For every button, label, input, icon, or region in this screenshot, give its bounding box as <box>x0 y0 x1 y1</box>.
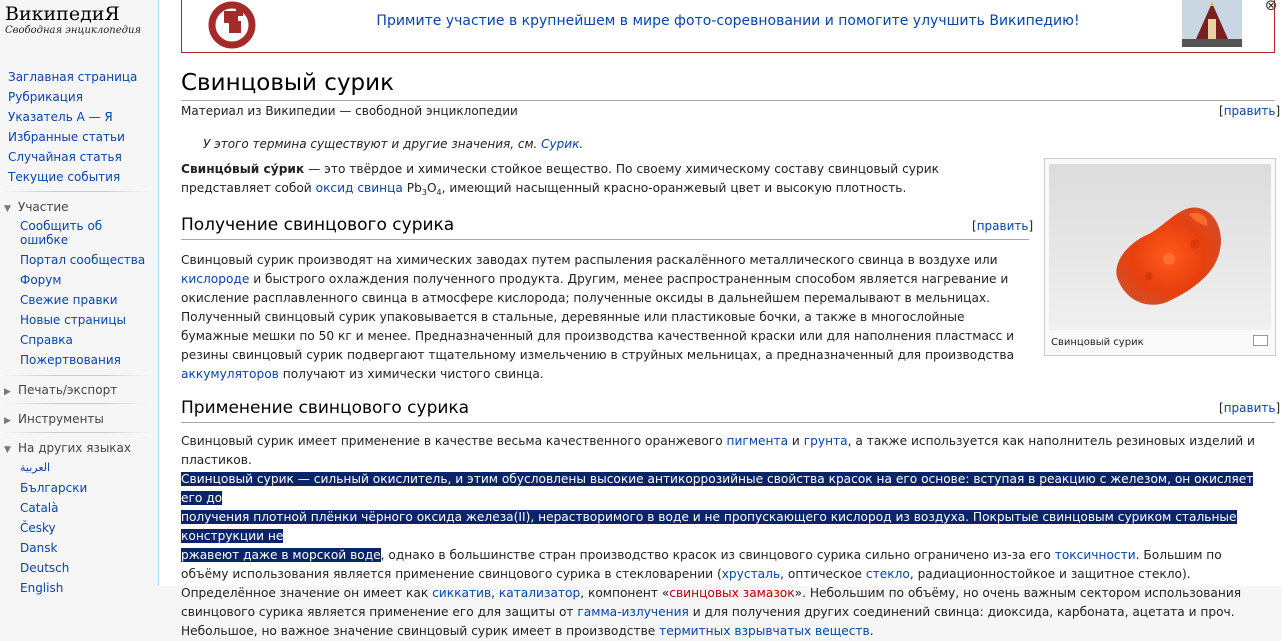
portal-tools-toggle[interactable] <box>4 411 104 429</box>
edit-section-link: [править] <box>1219 401 1281 415</box>
subscript: 3 <box>421 188 427 197</box>
text-run: и быстрого охлаждения полученного продукта. Другим, менее распространенным способом является нагревание и окисление расплавленного свинца в атмосфере кислорода; полученные оксиды в дальнейшем перемалывают в мельницах. Полученный свинцовый сурик упаковывается в стальные, деревянные или пластиковые бочки, а также в многослойные бумажные мешки по 50 кг и менее. Предназначенный для производства качественной краски или для наполнения пластмасс и резины свинцовый сурик подвергают тщательному измельчению в струйных мельницах, а предназначенный для производства <box>181 272 1015 362</box>
nav-forum[interactable]: Форум <box>20 273 62 287</box>
portal-languages-toggle[interactable] <box>4 440 131 458</box>
title-divider <box>181 100 1275 101</box>
magnify-icon[interactable] <box>1253 335 1268 346</box>
link-lead-oxide[interactable]: оксид свинца <box>315 181 403 195</box>
link-oxygen[interactable]: кислороде <box>181 272 250 286</box>
chevron-right-icon: ▶ <box>4 387 11 397</box>
hatnote-suffix: . <box>579 137 584 151</box>
portal-participation-toggle[interactable] <box>4 199 69 217</box>
lang-ar[interactable]: العربية <box>20 461 51 474</box>
link-thermite-explosives[interactable]: термитных взрывчатых веществ <box>659 624 870 638</box>
logo-wordmark: ВикипедиЯ <box>5 3 120 25</box>
site-subtitle: Материал из Википедии — свободной энциклопедии <box>181 104 518 118</box>
portal-separator <box>0 375 150 376</box>
chevron-down-icon: ▼ <box>4 204 11 214</box>
hatnote-link[interactable]: Сурик <box>541 137 580 151</box>
lang-da[interactable]: Dansk <box>20 541 58 555</box>
nav-new-pages[interactable]: Новые страницы <box>20 313 126 327</box>
text-run: , однако в большинстве стран производство красок из свинцового сурика сильно ограничено из-за его <box>380 548 1055 562</box>
content-area <box>158 0 1282 638</box>
text-run: . Большим по объёму использования является применение свинцового сурика в стекловарении ( <box>181 548 1222 581</box>
hatnote-text: У этого термина существуют и другие значения, см. <box>203 137 542 151</box>
text-run: . <box>869 624 874 638</box>
text-run: Свинцовый сурик имеет применение в качестве весьма качественного оранжевого <box>181 434 727 448</box>
left-panel <box>0 0 158 595</box>
logo-tagline: Свободная энциклопедия <box>5 25 142 36</box>
intro-paragraph <box>181 160 1031 198</box>
close-banner-icon[interactable]: ⊗ <box>1264 0 1278 14</box>
nav-main-page[interactable]: Заглавная страница <box>8 70 138 84</box>
edit-section-production-button[interactable]: править <box>976 219 1029 233</box>
selected-text[interactable]: Свинцовый сурик — сильный окислитель, и этим обусловлены высокие антикоррозийные свойства красок на его основе: вступая в реакцию с железом, он окисляет его до <box>181 472 1254 505</box>
red-lead-powder-image <box>1049 164 1271 330</box>
text-run: ». Небольшим по объёму, но очень важным сектором использования свинцового сурика является применение его для защиты от <box>181 586 1242 619</box>
text-run: O <box>426 181 437 195</box>
nav-community-portal[interactable]: Портал сообщества <box>20 253 146 267</box>
thumbnail-frame <box>1044 158 1276 356</box>
text-run: Pb <box>402 181 422 195</box>
lang-de[interactable]: Deutsch <box>20 561 70 575</box>
portal-tools-title: Инструменты <box>18 412 104 426</box>
banner-link[interactable]: Примите участие в крупнейшем в мире фото-соревновании и помогите улучшить Википедию! <box>376 13 1080 29</box>
lang-ca[interactable]: Català <box>20 501 59 515</box>
section-divider <box>181 422 1275 423</box>
link-gamma-radiation[interactable]: гамма-излучения <box>577 605 689 619</box>
text-run: , оптическое <box>780 567 866 581</box>
link-primer[interactable]: грунта <box>803 434 848 448</box>
section-heading-applications: Применение свинцового сурика <box>181 398 470 418</box>
nav-categories[interactable]: Рубрикация <box>8 90 83 104</box>
portal-separator <box>0 191 150 192</box>
chevron-down-icon: ▼ <box>4 445 11 455</box>
thumbnail-caption: Свинцовый сурик <box>1051 337 1144 348</box>
kremlin-tower-thumbnail[interactable] <box>1182 0 1242 47</box>
nav-random[interactable]: Случайная статья <box>8 150 122 164</box>
link-glass[interactable]: стекло <box>865 567 910 581</box>
applications-paragraph <box>181 432 1263 641</box>
portal-separator <box>0 403 150 404</box>
wikipedia-logo[interactable] <box>5 4 155 44</box>
portal-participation-title: Участие <box>18 200 69 214</box>
lang-cs[interactable]: Česky <box>20 521 56 535</box>
nav-featured[interactable]: Избранные статьи <box>8 130 125 144</box>
text-run: Свинцовый сурик производят на химических заводах путем распыления раскалённого металлического свинца в воздухе или <box>181 253 998 267</box>
hatnote <box>203 137 583 151</box>
lang-bg[interactable]: Български <box>20 481 88 495</box>
chevron-right-icon: ▶ <box>4 416 11 426</box>
lang-en[interactable]: English <box>20 581 64 595</box>
thumbnail-image[interactable] <box>1049 164 1271 330</box>
page-title: Свинцовый сурик <box>181 70 394 96</box>
edit-section-link: [править] <box>972 219 1034 233</box>
edit-page-link: [править] <box>1219 104 1281 118</box>
portal-print-toggle[interactable] <box>4 382 117 400</box>
portal-separator <box>0 432 150 433</box>
edit-section-applications-button[interactable]: править <box>1223 401 1276 415</box>
participation-list <box>20 219 152 373</box>
text-run: и для получения других соединений свинца: диоксида, карбоната, ацетата и проч. Небольшое, но важное значение свинцовый сурик имеет в производстве <box>181 605 1235 638</box>
nav-current-events[interactable]: Текущие события <box>8 170 121 184</box>
text-run: — это твёрдое и химически стойкое вещество. По своему химическому составу свинцовый сурик представляет собой <box>181 162 939 195</box>
nav-donate[interactable]: Пожертвования <box>20 353 121 367</box>
nav-index[interactable]: Указатель А — Я <box>8 110 113 124</box>
edit-page-button[interactable]: править <box>1223 104 1276 118</box>
text-run: , имеющий насыщенный красно-оранжевый цвет и высокую плотность. <box>441 181 907 195</box>
selected-text[interactable]: ржавеют даже в морской воде <box>181 548 381 562</box>
main-navigation <box>0 67 137 187</box>
section-divider <box>181 239 1029 240</box>
selected-text[interactable]: получения плотной плёнки чёрного оксида железа(II), нерастворимого в воде и не пропускающего кислород из воздуха. Покрытые свинцовым суриком стальные конструкции не <box>181 510 1237 543</box>
subscript: 4 <box>436 188 442 197</box>
nav-recent-changes[interactable]: Свежие правки <box>20 293 118 307</box>
text-run: , <box>491 586 499 600</box>
link-catalyst[interactable]: катализатор <box>498 586 581 600</box>
link-toxicity[interactable]: токсичности <box>1054 548 1136 562</box>
nav-help[interactable]: Справка <box>20 333 73 347</box>
link-batteries[interactable]: аккумуляторов <box>181 367 279 381</box>
link-pigment[interactable]: пигмента <box>726 434 789 448</box>
production-paragraph <box>181 251 1023 384</box>
link-lead-putty[interactable]: свинцовых замазок <box>669 586 795 600</box>
section-heading-production: Получение свинцового сурика <box>181 215 455 235</box>
portal-print-title: Печать/экспорт <box>18 383 118 397</box>
site-notice-banner <box>181 0 1278 53</box>
intro-term: Свинцо́вый су́рик <box>181 162 305 176</box>
languages-list <box>20 460 152 601</box>
text-run: , радиационностойкое и защитное стекло). Определённое значение он имеет как <box>181 567 1191 600</box>
text-run: , а также используется как наполнитель резиновых изделий и пластиков. <box>181 434 1255 467</box>
link-crystal[interactable]: хрусталь <box>721 567 781 581</box>
portal-languages-title: На других языках <box>18 441 132 455</box>
text-run: , компонент « <box>580 586 670 600</box>
link-siccative[interactable]: сиккатив <box>432 586 492 600</box>
text-run: и <box>788 434 804 448</box>
text-run: получают из химически чистого свинца. <box>278 367 544 381</box>
nav-report-error[interactable]: Сообщить об ошибке <box>20 219 103 247</box>
